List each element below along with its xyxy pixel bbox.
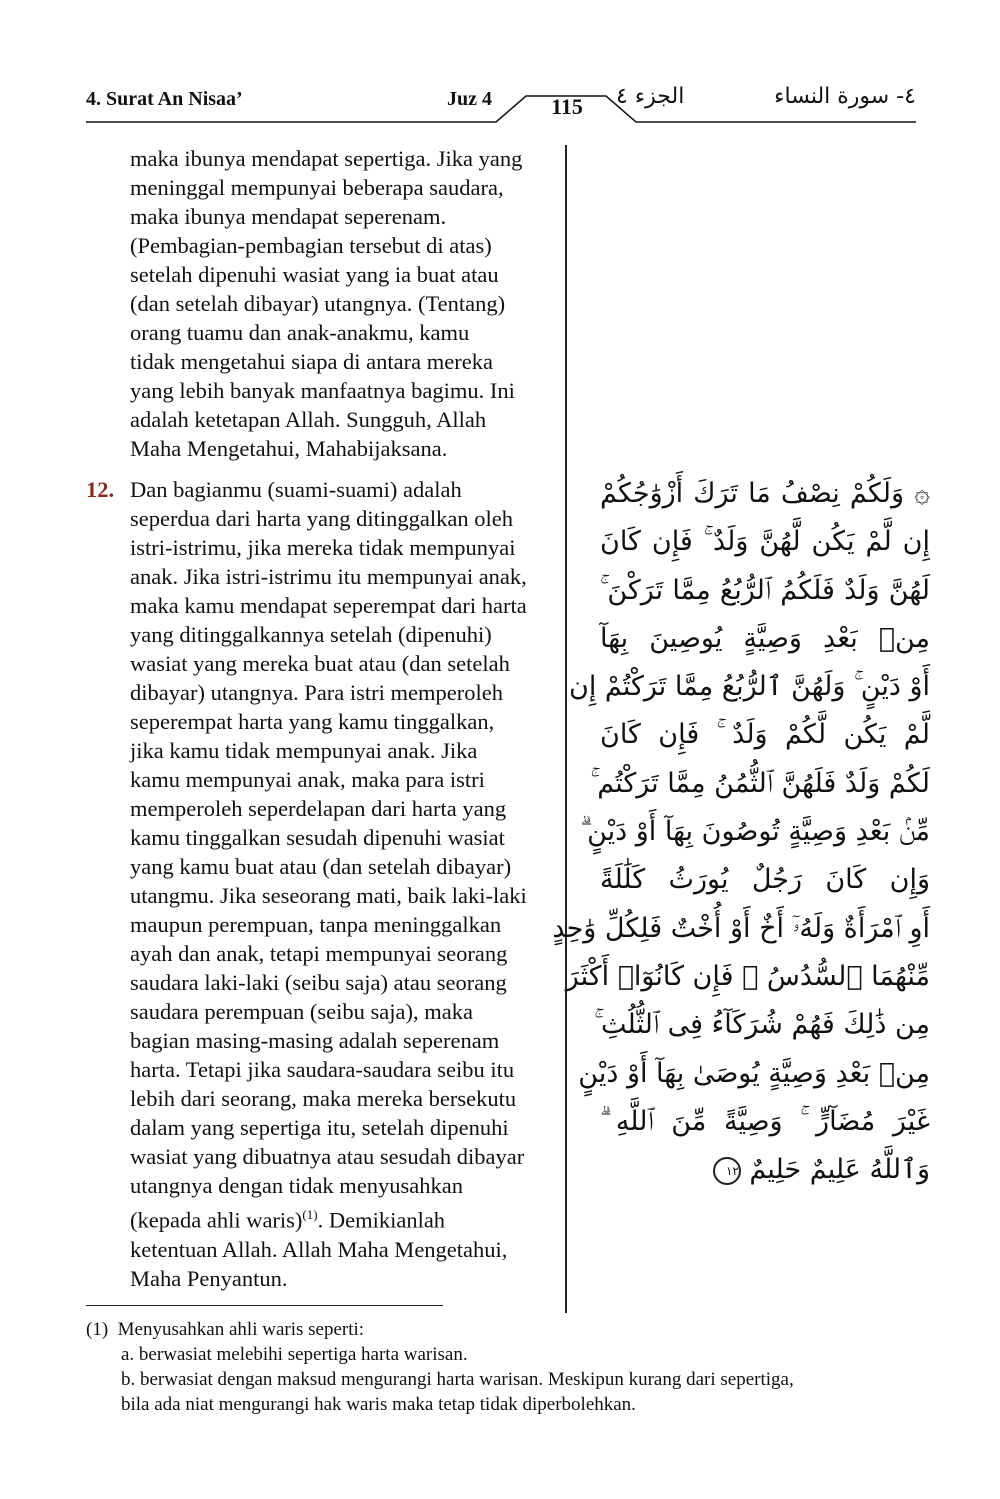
text-line: maka ibunya mendapat sepertiga. Jika yang	[130, 146, 523, 171]
footnotes	[86, 1317, 926, 1417]
verse-12-translation	[86, 475, 560, 1293]
surah-title: 4. Surat An Nisaa’	[86, 88, 243, 110]
surah-title-arabic: ٤- سورة النساء	[774, 84, 916, 109]
text-line: Maha Penyantun.	[130, 1265, 288, 1291]
text-line: wasiat yang dibuatnya atau sesudah dibayar	[130, 1144, 525, 1169]
text-line: bagian masing-masing adalah seperenam	[130, 1028, 500, 1053]
arabic-line	[600, 1146, 930, 1194]
text-line: memperoleh seperdelapan dari harta yang	[130, 796, 507, 821]
text-line: maupun perempuan, tanpa meninggalkan	[130, 912, 502, 937]
juz-label-arabic: الجزء ٤	[616, 84, 685, 109]
text-line: yang kamu buat atau (dan setelah dibayar)	[130, 854, 512, 879]
arabic-line: ۞ وَلَكُمْ نِصْفُ مَا تَرَكَ أَزْوَٰجُكُمْ	[600, 478, 930, 509]
arabic-line: لَهُنَّ وَلَدٌ فَلَكُمُ ٱلرُّبُعُ مِمَّا تَرَكْنَ ۚ	[600, 574, 930, 606]
arabic-line: مِنۢ بَعْدِ وَصِيَّةٍ يُوصِينَ بِهَآ	[600, 622, 930, 654]
arabic-line: أَوْ دَيْنٍ ۚ وَلَهُنَّ ٱلرُّبُعُ مِمَّا تَرَكْتُمْ إِن	[569, 671, 930, 703]
arabic-line: وَإِن كَانَ رَجُلٌ يُورَثُ كَلَٰلَةً	[600, 864, 930, 896]
arabic-line: غَيْرَ مُضَآرٍّ ۚ وَصِيَّةً مِّنَ ٱللَّهِ ۗ	[600, 1105, 930, 1137]
text-line: saudara laki-laki (seibu saja) atau seorang	[130, 970, 507, 995]
text-line: seperdua dari harta yang ditinggalkan oleh	[130, 506, 513, 531]
arabic-line: مِّنْهُمَا ٱلسُّدُسُ ۚ فَإِن كَانُوٓا۟ أَكْثَرَ	[565, 960, 930, 992]
text-line: (dan setelah dibayar) utangnya. (Tentang)	[130, 291, 506, 316]
arabic-line: إِن لَّمْ يَكُن لَّهُنَّ وَلَدٌ ۚ فَإِن كَانَ	[600, 526, 930, 558]
ayah-end-marker: ١٢	[713, 1157, 741, 1185]
text-line: ketentuan Allah. Allah Maha Mengetahui,	[130, 1236, 508, 1262]
footnote-text: Menyusahkan ahli waris seperti:	[117, 1319, 365, 1340]
text-fragment: (kepada ahli waris)	[130, 1207, 303, 1233]
arabic-line-text: وَٱللَّهُ عَلِيمٌ حَلِيمٌ	[749, 1154, 930, 1186]
text-line: wasiat yang mereka buat atau (dan setelah	[130, 651, 510, 676]
footnote-1	[86, 1317, 926, 1342]
text-line: maka kamu mendapat seperempat dari harta	[130, 593, 527, 618]
text-line: dalam yang sepertiga itu, setelah dipenuhi	[130, 1115, 509, 1140]
text-line: maka ibunya mendapat seperenam.	[130, 204, 447, 229]
text-line: seperempat harta yang kamu tinggalkan,	[130, 709, 495, 734]
text-line: dibayar) utangnya. Para istri memperoleh	[130, 680, 503, 705]
text-fragment: . Demikianlah	[317, 1207, 446, 1233]
footnote-item-b-cont: bila ada niat mengurangi hak waris maka tetap tidak diperbolehkan.	[121, 1394, 636, 1415]
text-line: adalah ketetapan Allah. Sungguh, Allah	[130, 407, 487, 432]
footnote-item-b: b. berwasiat dengan maksud mengurangi harta warisan. Meskipun kurang dari sepertiga,	[121, 1369, 794, 1390]
text-line: ayah dan anak, tetapi mempunyai seorang	[130, 941, 508, 966]
footnote-reference[interactable]: (1)	[302, 1207, 318, 1222]
arabic-line: مِنۢ بَعْدِ وَصِيَّةٍ يُوصَىٰ بِهَآ أَوْ دَيْنٍ	[578, 1057, 930, 1089]
text-line: (Pembagian-pembagian tersebut di atas)	[130, 233, 492, 258]
text-line: lebih dari seorang, maka mereka bersekutu	[130, 1086, 517, 1111]
text-line: yang ditinggalkannya setelah (dipenuhi)	[130, 622, 492, 647]
text-line: kamu tinggalkan sesudah dipenuhi wasiat	[130, 825, 505, 850]
arabic-line: لَّمْ يَكُن لَّكُمْ وَلَدٌ ۚ فَإِن كَانَ	[600, 719, 930, 751]
arabic-line: لَكُمْ وَلَدٌ فَلَهُنَّ ٱلثُّمُنُ مِمَّا تَرَكْتُم ۚ	[590, 767, 930, 799]
text-line: saudara perempuan (seibu saja), maka	[130, 999, 473, 1024]
text-line	[130, 1200, 560, 1235]
text-line: harta. Tetapi jika saudara-saudara seibu itu	[130, 1057, 515, 1082]
arabic-line: أَوِ ٱمْرَأَةٌ وَلَهُۥٓ أَخٌ أَوْ أُخْتٌ فَلِكُلِّ وَٰحِدٍ	[552, 912, 930, 944]
text-line: Maha Mengetahui, Mahabijaksana.	[130, 436, 448, 461]
page-header	[86, 84, 916, 128]
footnote-item-a: a. berwasiat melebihi sepertiga harta warisan.	[121, 1344, 468, 1365]
arabic-verse-block	[552, 470, 930, 1194]
text-line: yang lebih banyak manfaatnya bagimu. Ini	[130, 378, 515, 403]
text-line: Dan bagianmu (suami-suami) adalah	[130, 477, 462, 502]
translation-continuation	[86, 144, 604, 463]
text-line: orang tuamu dan anak-anakmu, kamu	[130, 320, 470, 345]
text-line: utangnya dengan tidak menyusahkan	[130, 1173, 464, 1198]
text-line: tidak mengetahui siapa di antara mereka	[130, 349, 493, 374]
verse-number: 12.	[86, 477, 115, 502]
text-line: utangmu. Jika seseorang mati, baik laki-laki	[130, 883, 527, 908]
juz-label: Juz 4	[447, 88, 492, 110]
text-line: setelah dipenuhi wasiat yang ia buat atau	[130, 262, 499, 287]
verse-text	[86, 475, 560, 1293]
footnote-separator	[86, 1305, 443, 1306]
text-line: meninggal mempunyai beberapa saudara,	[130, 175, 504, 200]
arabic-line: مِن ذَٰلِكَ فَهُمْ شُرَكَآءُ فِى ٱلثُّلُثِ ۚ	[594, 1009, 930, 1041]
text-line: jika kamu tidak mempunyai anak. Jika	[130, 738, 478, 763]
page-number: 115	[551, 94, 583, 119]
text-line: anak. Jika istri-istrimu itu mempunyai anak,	[130, 564, 527, 589]
text-line: istri-istrimu, jika mereka tidak mempunyai	[130, 535, 516, 560]
footnote-marker: (1)	[86, 1319, 109, 1340]
text-line: kamu mempunyai anak, maka para istri	[130, 767, 485, 792]
arabic-line: مِّنۢ بَعْدِ وَصِيَّةٍ تُوصُونَ بِهَآ أَوْ دَيْنٍ ۗ	[580, 816, 930, 848]
